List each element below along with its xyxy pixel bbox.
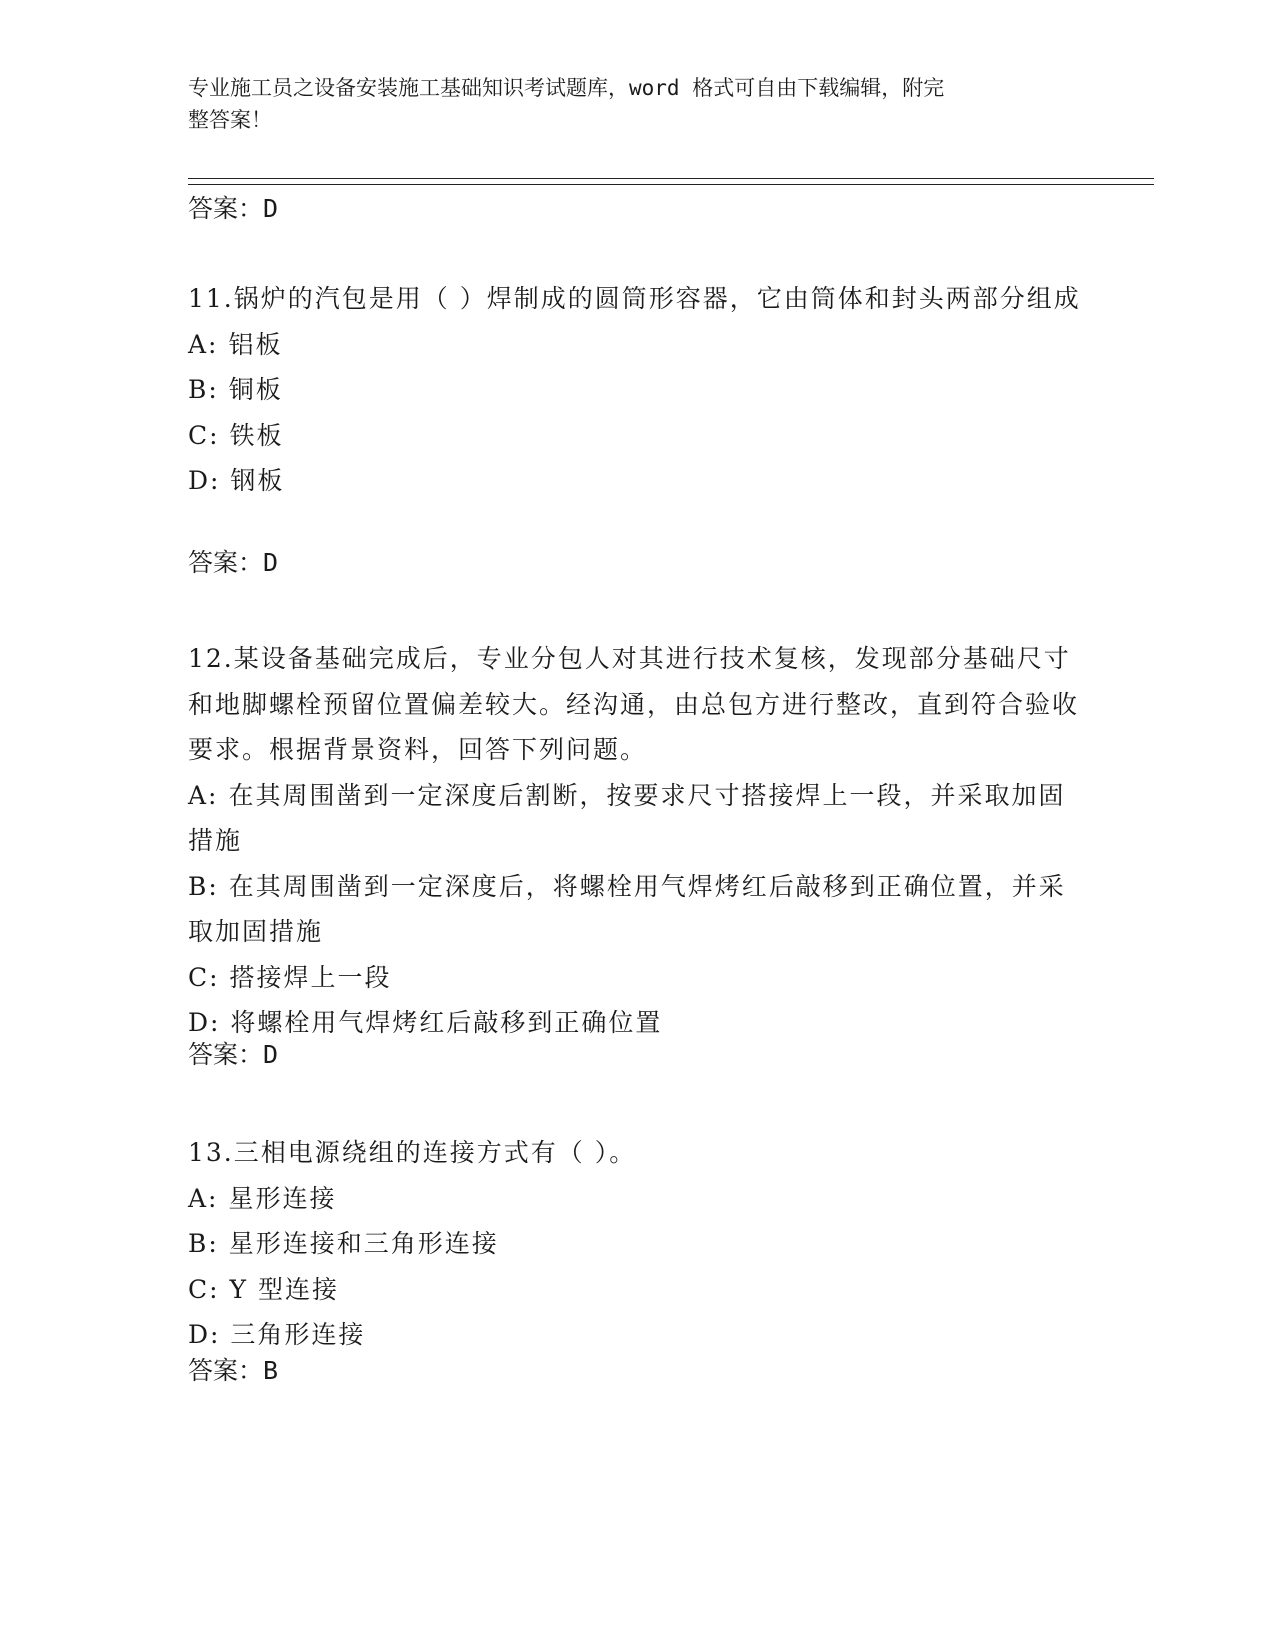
answer-13 — [188, 1354, 278, 1388]
option-c — [188, 955, 1088, 1001]
answer-label: 答案： — [188, 1040, 264, 1069]
option-key: C: — [188, 962, 220, 992]
header-rule-top — [188, 178, 1154, 179]
header-line-2: 整答案！ — [188, 108, 272, 132]
option-key: C: — [188, 420, 220, 450]
answer-value: B — [263, 1356, 279, 1385]
option-key: B: — [188, 1229, 219, 1258]
option-text: 三角形连接 — [230, 1320, 366, 1349]
option-a — [188, 1176, 1088, 1222]
option-b — [188, 367, 1088, 413]
question-stem: 11.锅炉的汽包是用（ ）焊制成的圆筒形容器，它由筒体和封头两部分组成 — [188, 284, 1081, 313]
answer-label: 答案： — [188, 548, 264, 577]
option-text: 铁板 — [229, 420, 284, 450]
option-key: B: — [188, 871, 219, 901]
option-a — [188, 322, 1088, 368]
option-text: 钢板 — [230, 466, 285, 495]
question-stem: 13.三相电源绕组的连接方式有（ ）。 — [188, 1138, 637, 1167]
document-header — [188, 72, 1068, 136]
answer-value: D — [263, 194, 279, 223]
question-stem: 12.某设备基础完成后，专业分包人对其进行技术复核，发现部分基础尺寸和地脚螺栓预留位置偏差较大。经沟通，由总包方进行整改，直到符合验收要求。根据背景资料，回答下列问题。 — [188, 644, 1080, 764]
option-text: 铝板 — [228, 329, 283, 359]
option-key: D: — [188, 1008, 221, 1037]
option-text: 铜板 — [228, 375, 283, 404]
answer-value: D — [263, 548, 279, 577]
answer-label: 答案： — [188, 1356, 264, 1385]
answer-11 — [188, 546, 278, 580]
option-text: 将螺栓用气焊烤红后敲移到正确位置 — [230, 1008, 663, 1037]
answer-12 — [188, 1038, 278, 1072]
question-13 — [188, 1130, 1088, 1358]
option-text: 星形连接 — [228, 1183, 337, 1213]
header-line-1: 专业施工员之设备安装施工基础知识考试题库，word 格式可自由下载编辑，附完 — [188, 76, 945, 100]
option-key: D: — [188, 1320, 221, 1349]
option-key: D: — [188, 466, 221, 495]
option-key: A: — [188, 1183, 219, 1213]
option-d — [188, 1000, 1088, 1046]
option-text: 在其周围凿到一定深度后割断，按要求尺寸搭接焊上一段，并采取加固措施 — [188, 780, 1066, 855]
option-key: A: — [188, 329, 219, 359]
answer-label: 答案： — [188, 194, 264, 223]
question-11 — [188, 276, 1088, 504]
option-c — [188, 413, 1088, 459]
option-text: Y 型连接 — [229, 1274, 339, 1304]
option-b — [188, 864, 1088, 955]
header-rule-bottom — [188, 184, 1154, 185]
option-text: 星形连接和三角形连接 — [228, 1229, 499, 1258]
option-d — [188, 458, 1088, 504]
option-key: A: — [188, 780, 219, 810]
option-text: 搭接焊上一段 — [229, 962, 392, 992]
option-c — [188, 1267, 1088, 1313]
prev-answer — [188, 192, 278, 226]
option-key: B: — [188, 375, 219, 404]
option-b — [188, 1221, 1088, 1267]
option-key: C: — [188, 1274, 220, 1304]
option-a — [188, 773, 1088, 864]
option-text: 在其周围凿到一定深度后，将螺栓用气焊烤红后敲移到正确位置，并采取加固措施 — [188, 871, 1066, 946]
option-d — [188, 1312, 1088, 1358]
answer-value: D — [263, 1040, 279, 1069]
question-12 — [188, 636, 1088, 1046]
